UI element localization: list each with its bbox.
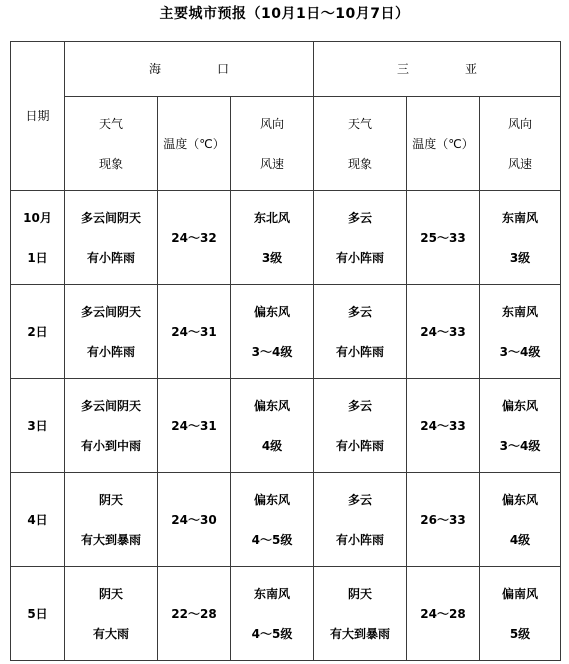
weather-line: 有小阵雨 [335, 344, 384, 359]
wind-line: 4级 [509, 532, 531, 547]
sanya-wind-cell [480, 473, 561, 567]
weather-line: 有大到暴雨 [80, 532, 141, 547]
weather-line: 有小到中雨 [80, 438, 141, 453]
weather-header-sanya [314, 97, 407, 191]
sanya-weather-cell [314, 379, 407, 473]
date-header-label: 日期 [25, 109, 50, 123]
haikou-temp-cell: 24～31 [158, 379, 231, 473]
haikou-temp-cell: 24～30 [158, 473, 231, 567]
wind-line: 3级 [261, 250, 283, 265]
haikou-weather-cell [65, 567, 158, 661]
wind-header-line1: 风向 [507, 116, 532, 131]
haikou-weather-cell [65, 379, 158, 473]
sanya-weather-cell [314, 473, 407, 567]
sanya-temp-cell: 26～33 [407, 473, 480, 567]
weather-line: 多云 [347, 398, 372, 413]
sanya-wind-cell [480, 379, 561, 473]
date-line: 3日 [27, 418, 48, 433]
wind-line: 4～5级 [251, 626, 293, 641]
weather-line: 多云间阴天 [80, 398, 141, 413]
wind-line: 4～5级 [251, 532, 293, 547]
sanya-wind-cell [480, 567, 561, 661]
wind-line: 偏东风 [501, 492, 538, 507]
weather-header-line2: 现象 [98, 156, 123, 171]
wind-line: 偏东风 [501, 398, 538, 413]
wind-header-sanya [480, 97, 561, 191]
haikou-wind-cell [231, 473, 314, 567]
wind-line: 3～4级 [499, 344, 541, 359]
weather-line: 阴天 [98, 492, 123, 507]
table-row [11, 285, 561, 379]
wind-line: 东北风 [253, 210, 290, 225]
date-cell [11, 473, 65, 567]
haikou-wind-cell [231, 567, 314, 661]
wind-line: 偏东风 [253, 492, 290, 507]
weather-header-haikou [65, 97, 158, 191]
weather-line: 有小阵雨 [86, 344, 135, 359]
city-header-sanya [314, 42, 561, 97]
haikou-temp-cell: 24～31 [158, 285, 231, 379]
weather-line: 有大到暴雨 [329, 626, 390, 641]
wind-line: 东南风 [501, 304, 538, 319]
wind-line: 4级 [261, 438, 283, 453]
page-title: 主要城市预报（10月1日～10月7日） [159, 6, 410, 22]
wind-line: 偏东风 [253, 304, 290, 319]
city-name-sanya: 三 亚 [396, 62, 499, 76]
weather-line: 有小阵雨 [335, 250, 384, 265]
weather-line: 多云间阴天 [80, 210, 141, 225]
sanya-temp-cell: 24～33 [407, 285, 480, 379]
wind-header-line1: 风向 [259, 116, 284, 131]
sanya-weather-cell [314, 285, 407, 379]
table-row [11, 567, 561, 661]
wind-line: 3级 [509, 250, 531, 265]
date-line: 2日 [27, 324, 48, 339]
wind-line: 东南风 [501, 210, 538, 225]
date-line: 1日 [27, 250, 48, 265]
wind-line: 5级 [509, 626, 531, 641]
wind-line: 3～4级 [251, 344, 293, 359]
haikou-wind-cell [231, 285, 314, 379]
sanya-temp-cell: 24～33 [407, 379, 480, 473]
sanya-weather-cell [314, 567, 407, 661]
weather-line: 有大雨 [92, 626, 129, 641]
wind-line: 偏东风 [253, 398, 290, 413]
date-cell [11, 191, 65, 285]
city-header-haikou [65, 42, 314, 97]
weather-header-line2: 现象 [347, 156, 372, 171]
haikou-wind-cell [231, 191, 314, 285]
table-row [11, 191, 561, 285]
weather-line: 有小阵雨 [335, 532, 384, 547]
weather-header-line1: 天气 [347, 116, 372, 131]
weather-line: 多云 [347, 304, 372, 319]
wind-header-line2: 风速 [507, 156, 532, 171]
wind-header-haikou [231, 97, 314, 191]
weather-line: 阴天 [347, 586, 372, 601]
temp-header-sanya [407, 97, 480, 191]
wind-line: 偏南风 [501, 586, 538, 601]
weather-line: 阴天 [98, 586, 123, 601]
temp-header-label: 温度（℃） [163, 136, 225, 151]
date-line: 5日 [27, 606, 48, 621]
weather-line: 有小阵雨 [335, 438, 384, 453]
wind-line: 3～4级 [499, 438, 541, 453]
city-name-haikou: 海 口 [148, 62, 251, 76]
date-line: 4日 [27, 512, 48, 527]
table-row [11, 473, 561, 567]
wind-header-line2: 风速 [259, 156, 284, 171]
header-row-fields [11, 97, 561, 191]
temp-header-haikou [158, 97, 231, 191]
date-cell [11, 379, 65, 473]
date-line: 10月 [23, 210, 52, 225]
wind-line: 东南风 [253, 586, 290, 601]
sanya-wind-cell [480, 285, 561, 379]
header-row-cities [11, 42, 561, 97]
weather-line: 多云间阴天 [80, 304, 141, 319]
date-cell [11, 285, 65, 379]
weather-line: 多云 [347, 210, 372, 225]
haikou-temp-cell: 24～32 [158, 191, 231, 285]
table-row [11, 379, 561, 473]
sanya-wind-cell [480, 191, 561, 285]
weather-line: 多云 [347, 492, 372, 507]
haikou-wind-cell [231, 379, 314, 473]
weather-header-line1: 天气 [98, 116, 123, 131]
haikou-weather-cell [65, 285, 158, 379]
sanya-weather-cell [314, 191, 407, 285]
haikou-weather-cell [65, 473, 158, 567]
date-cell [11, 567, 65, 661]
date-header [11, 42, 65, 191]
haikou-weather-cell [65, 191, 158, 285]
sanya-temp-cell: 25～33 [407, 191, 480, 285]
haikou-temp-cell: 22～28 [158, 567, 231, 661]
sanya-temp-cell: 24～28 [407, 567, 480, 661]
weather-line: 有小阵雨 [86, 250, 135, 265]
forecast-table [10, 41, 561, 661]
temp-header-label: 温度（℃） [412, 136, 474, 151]
